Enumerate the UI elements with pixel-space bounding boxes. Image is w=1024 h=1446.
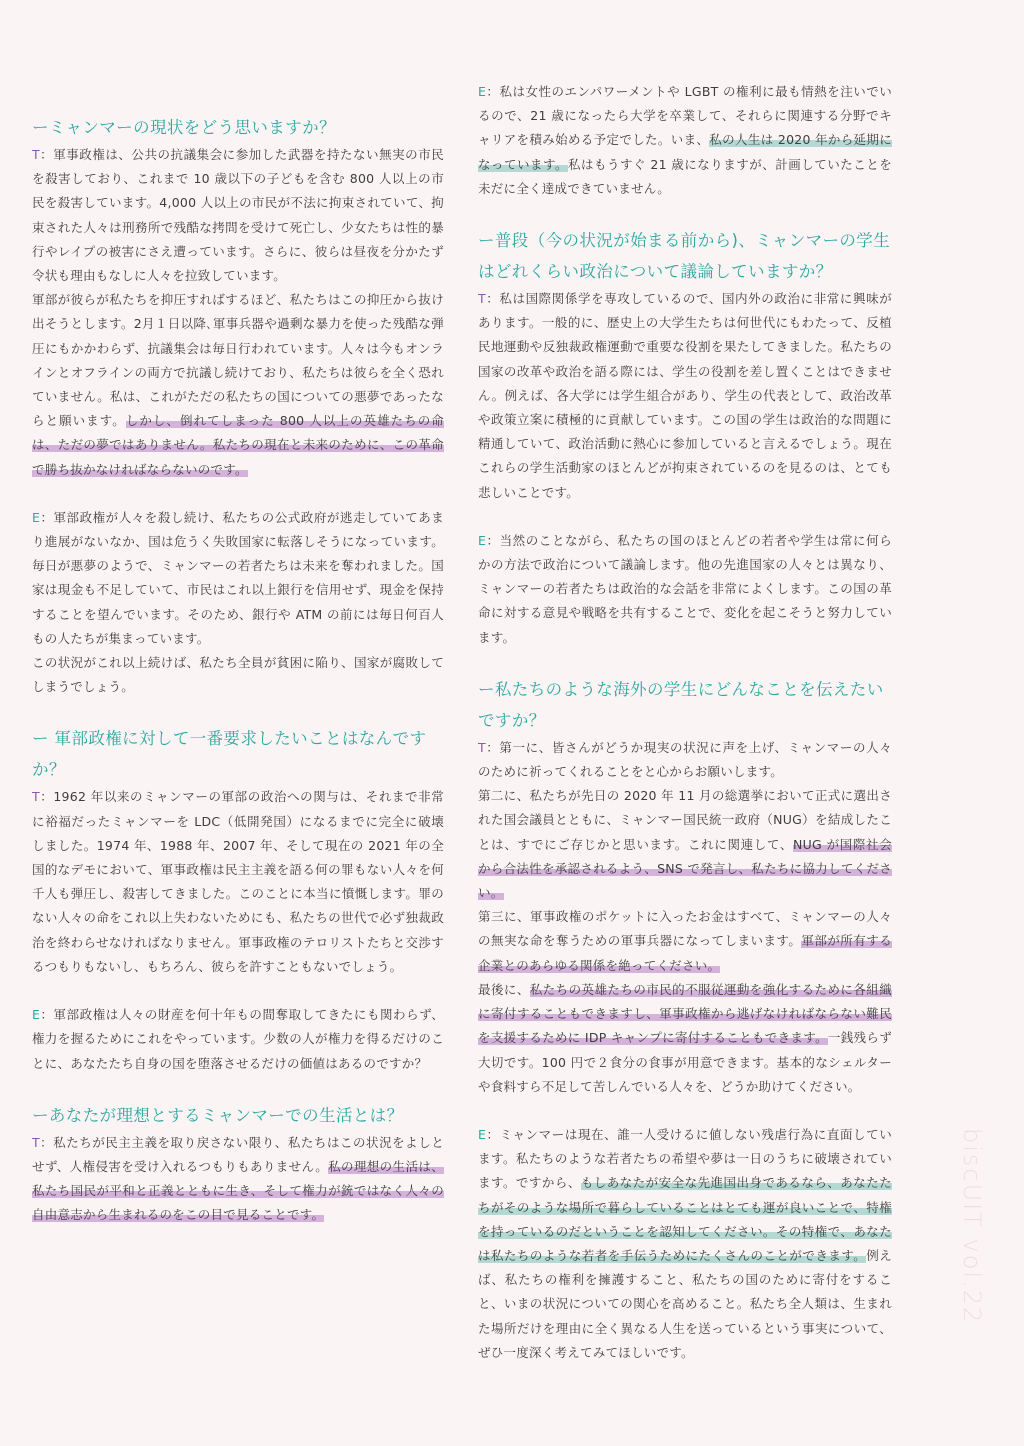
speaker-label: E xyxy=(478,1126,487,1142)
question-heading: ー私たちのような海外の学生にどんなことを伝えたいですか？ xyxy=(478,679,884,730)
answer-paragraph xyxy=(478,1123,892,1365)
speaker-label: T xyxy=(32,147,40,162)
speaker-label: T xyxy=(478,291,486,307)
answer-paragraph xyxy=(478,784,892,905)
answer-text: ：第一に、皆さんがどうか現実の状況に声を上げ、ミャンマーの人々のために祈ってくれることをと心からお願いします。 xyxy=(478,739,892,780)
question-heading: ー 軍部政権に対して一番要求したいことはなんですか？ xyxy=(32,729,427,780)
answer-text: ：軍部政権は人々の財産を何十年もの間奪取してきたにも関わらず、権力を握るためにこれをやっています。少数の人が権力を得るだけのことに、あなたたち自身の国を堕落させるだけの価値はあるのですか？ xyxy=(32,1007,444,1071)
answer-paragraph xyxy=(478,736,892,784)
answer-paragraph xyxy=(478,287,892,505)
magazine-watermark: biscUIT vol.22 xyxy=(958,1128,986,1325)
answer-paragraph xyxy=(32,785,444,979)
speaker-label: T xyxy=(32,1134,40,1150)
answer-text: 例えば、私たちの権利を擁護すること、私たちの国のために寄付をすること、いまの状況についての関心を高めること。私たち全人類は、生まれた場所だけを理由に全く異なる人生を送っているという事実について、ぜひ一度深く考えてみてほしいです。 xyxy=(478,1247,892,1360)
answer-text: 私はもうすぐ 21 歳になりますが、計画していたことを未だに全く達成できていません。 xyxy=(478,156,892,196)
highlighted-text: もしあなたが安全な先進国出身であるなら、あなたたちがそのような場所で暮らしていることはとても運が良いことで、特権を持っているのだということを認知してください。その特権で、あなたは私たちのような若者を手伝うためにたくさんのことができます。 xyxy=(478,1175,892,1263)
speaker-label: T xyxy=(478,739,486,755)
answer-text: 最後に、 xyxy=(478,981,530,997)
answer-text: ：当然のことながら、私たちの国のほとんどの若者や学生は常に何らかの方法で政治について議論します。他の先進国家の人々とは異なり、ミャンマーの若者たちは政治的な会話を非常によくします。この国の革命に対する意見や戦略を共有することで、変化を起こそうと努力しています。 xyxy=(478,532,892,645)
answer-text: 第三に、軍事政権のポケットに入ったお金はすべて、ミャンマーの人々の無実な命を奪うための軍事兵器になってしまいます。 xyxy=(478,909,892,949)
highlighted-text: 私の理想の生活は、私たち国民が平和と正義とともに生き、そして権力が銃ではなく人々の自由意志から生まれるのをこの目で見ることです。 xyxy=(32,1158,444,1223)
answer-text: ：軍事政権は、公共の抗議集会に参加した武器を持たない無実の市民を殺害しており、これまで 10 歳以下の子どもを含む 800 人以上の市民を殺害しています。4,000 人以上の市民が不法に拘束されていて、拘束された人々は刑務所で残酷な拷問を受けて死亡し、少女たちは性的暴行やレイプの被害にさえ遭っています。さらに、彼らは昼夜を分かたず令状も理由もなしに人々を拉致しています。 xyxy=(32,147,444,284)
answer-text: ：ミャンマーは現在、誰一人受けるに値しない残虐行為に直面しています。私たちのような若者たちの希望や夢は一日のうちに破壊されています。ですから、 xyxy=(478,1126,892,1191)
answer-text: ：軍部政権が人々を殺し続け、私たちの公式政府が逃走していてあまり進展がないなか、国は危うく失敗国家に転落しそうになっています。毎日が悪夢のようで、ミャンマーの若者たちは未来を奪われました。国家は現金も不足していて、市民はこれ以上銀行を信用せず、現金を保持することを望んでいます。そのため、銀行や ATM の前には毎日何百人もの人たちが集まっています。 xyxy=(32,509,444,646)
highlighted-text: 私たちの英雄たちの市民的不服従運動を強化するために各組織に寄付することもできますし、軍事政権から逃げなければならない難民を支援するために IDP キャンプに寄付することもできます。 xyxy=(478,981,892,1046)
question-heading: ーミャンマーの現状をどう思いますか？ xyxy=(32,118,336,137)
answer-text: ：私は女性のエンパワーメントや LGBT の権利に最も情熱を注いでいるので、21 歳になったら大学を卒業して、それらに関連する分野でキャリアを積み始める予定でした。いま、 xyxy=(478,84,892,148)
speaker-label: E xyxy=(478,532,487,548)
right-column xyxy=(478,80,892,1365)
highlighted-text: 私の人生は 2020 年から延期になっています。 xyxy=(478,132,892,172)
highlighted-text: しかし、倒れてしまった 800 人以上の英雄たちの命は、ただの夢ではありません。私たちの現在と未来のために、この革命で勝ち抜かなければならないのです。 xyxy=(32,413,444,477)
answer-text: 第二に、私たちが先日の 2020 年 11 月の総選挙において正式に選出された国会議員とともに、ミャンマー国民統一政府（NUG）を結成したことは、すでにご存じかと思います。これに関連して、 xyxy=(478,788,892,852)
speaker-label: E xyxy=(478,84,487,99)
question-heading: ー普段（今の状況が始まる前から)、ミャンマーの学生はどれくらい政治について議論していますか？ xyxy=(478,231,891,282)
answer-paragraph xyxy=(478,80,892,201)
question-heading: ーあなたが理想とするミャンマーでの生活とは？ xyxy=(32,1105,404,1125)
answer-paragraph xyxy=(32,1131,444,1228)
speaker-label: T xyxy=(32,789,40,805)
answer-paragraph xyxy=(478,905,892,978)
highlighted-text: 軍部が所有する企業とのあらゆる関係を絶ってください。 xyxy=(478,933,892,973)
speaker-label: E xyxy=(32,1007,41,1023)
highlighted-text: NUG が国際社会から合法性を承認されるよう、SNS で発言し、私たちに協力してください。 xyxy=(478,836,892,901)
answer-paragraph xyxy=(32,506,444,651)
answer-paragraph xyxy=(32,1003,444,1076)
answer-text: ：私は国際関係学を専攻しているので、国内外の政治に非常に興味があります。一般的に、歴史上の大学生たちは何世代にもわたって、反植民地運動や反独裁政権運動で重要な役割を果たしてきました。私たちの国家の改革や政治を語る際には、学生の役割を差し置くことはできません。例えば、各大学には学生組合があり、学生の代表として、政治改革や政策立案に積極的に貢献しています。この国の学生は政治的な問題に精通していて、政治活動に熱心に参加していると言えるでしょう。現在これらの学生活動家のほとんどが拘束されているのを見るのは、とても悲しいことです。 xyxy=(478,291,892,500)
answer-paragraph xyxy=(32,143,444,288)
left-column xyxy=(32,112,444,1228)
answer-paragraph xyxy=(32,288,444,482)
answer-text: ：1962 年以来のミャンマーの軍部の政治への関与は、それまで非常に裕福だったミャンマーを LDC（低開発国）になるまでに完全に破壊しました。1974 年、1988 年、2007 年、そして現在の 2021 年の全国的なデモにおいて、軍事政権は民主主義を語る何の罪もない人々を何千人も弾圧し、殺害してきました。このことに本当に憤慨します。罪のない人々の命をこれ以上失わないためにも、私たちの世代で必ず独裁政治を終わらせなければなりません。軍事政権のテロリストたちと交渉するつもりもないし、もちろん、彼らを許すこともないでしょう。 xyxy=(32,789,444,974)
answer-paragraph xyxy=(478,978,892,1099)
speaker-label: E xyxy=(32,509,41,525)
answer-text: この状況がこれ以上続けば、私たち全員が貧困に陥り、国家が腐敗してしまうでしょう。 xyxy=(32,655,444,695)
answer-text: 一銭残らず大切です。100 円で２食分の食事が用意できます。基本的なシェルターや食料すら不足して苦しんでいる人々を、どうか助けてください。 xyxy=(478,1030,892,1094)
answer-paragraph xyxy=(478,529,892,650)
answer-text: ：私たちが民主主義を取り戻さない限り、私たちはこの状況をよしとせず、人権侵害を受け入れるつもりもありません。 xyxy=(32,1134,444,1174)
answer-paragraph xyxy=(32,651,444,699)
answer-text: 軍部が彼らが私たちを抑圧すればするほど、私たちはこの抑圧から抜け出そうとします。2月１日以降､軍事兵器や過剰な暴力を使った残酷な弾圧にもかかわらず、抗議集会は毎日行われています。人々は今もオンラインとオフラインの両方で抗議し続けており、私たちは彼らを全く恐れていません。私は、これがただの私たちの国についての悪夢であったならと願います。 xyxy=(32,292,444,429)
